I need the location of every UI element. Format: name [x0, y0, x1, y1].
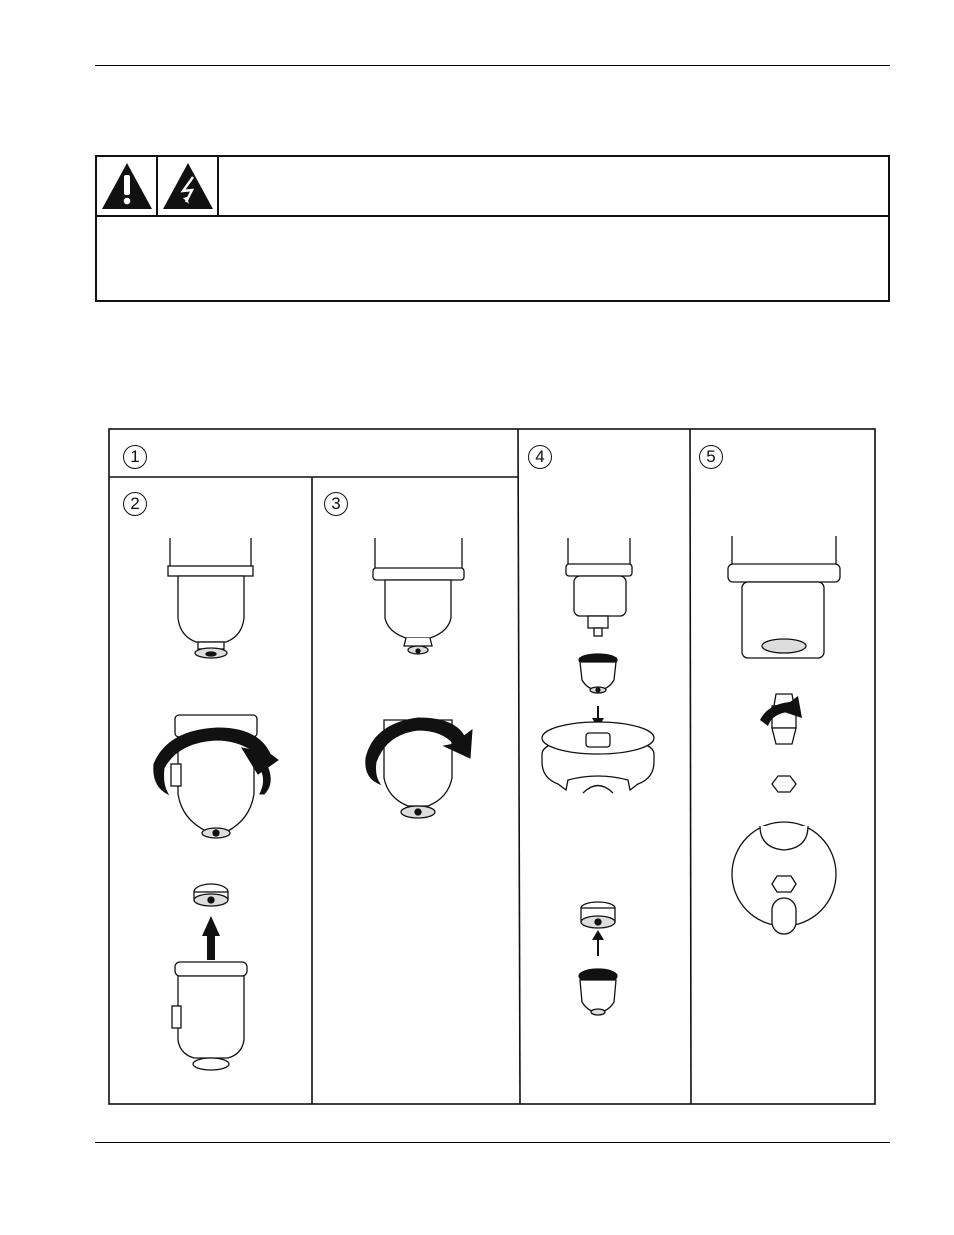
torch-retaining-cap-art	[168, 538, 257, 838]
step-4-badge: 4	[528, 445, 552, 469]
step-2-badge: 2	[123, 492, 147, 516]
header-rule	[95, 65, 890, 66]
torch-with-cap-art	[373, 538, 464, 818]
step-3-badge: 3	[324, 492, 348, 516]
electrode-art	[581, 902, 615, 928]
warning-triangle-icon	[97, 157, 158, 215]
footer-rule	[95, 1142, 890, 1143]
swirl-ring-art	[579, 969, 617, 1015]
warning-box	[95, 155, 890, 302]
electrode-tool-art	[728, 536, 840, 934]
up-arrow-icon	[592, 930, 604, 956]
consumable-tool-art	[542, 722, 654, 793]
retaining-cap-art	[172, 962, 247, 1070]
shield-and-body-art	[194, 884, 228, 906]
electric-shock-icon	[158, 157, 219, 215]
warning-header	[97, 157, 888, 217]
procedure-figure	[108, 428, 876, 1105]
nozzle-removal-art	[566, 538, 632, 693]
step-1-badge: 1	[123, 445, 147, 469]
up-arrow-icon	[202, 916, 220, 960]
procedure-figure-art	[108, 428, 876, 1105]
step-5-badge: 5	[699, 445, 723, 469]
warning-icons	[97, 157, 223, 215]
